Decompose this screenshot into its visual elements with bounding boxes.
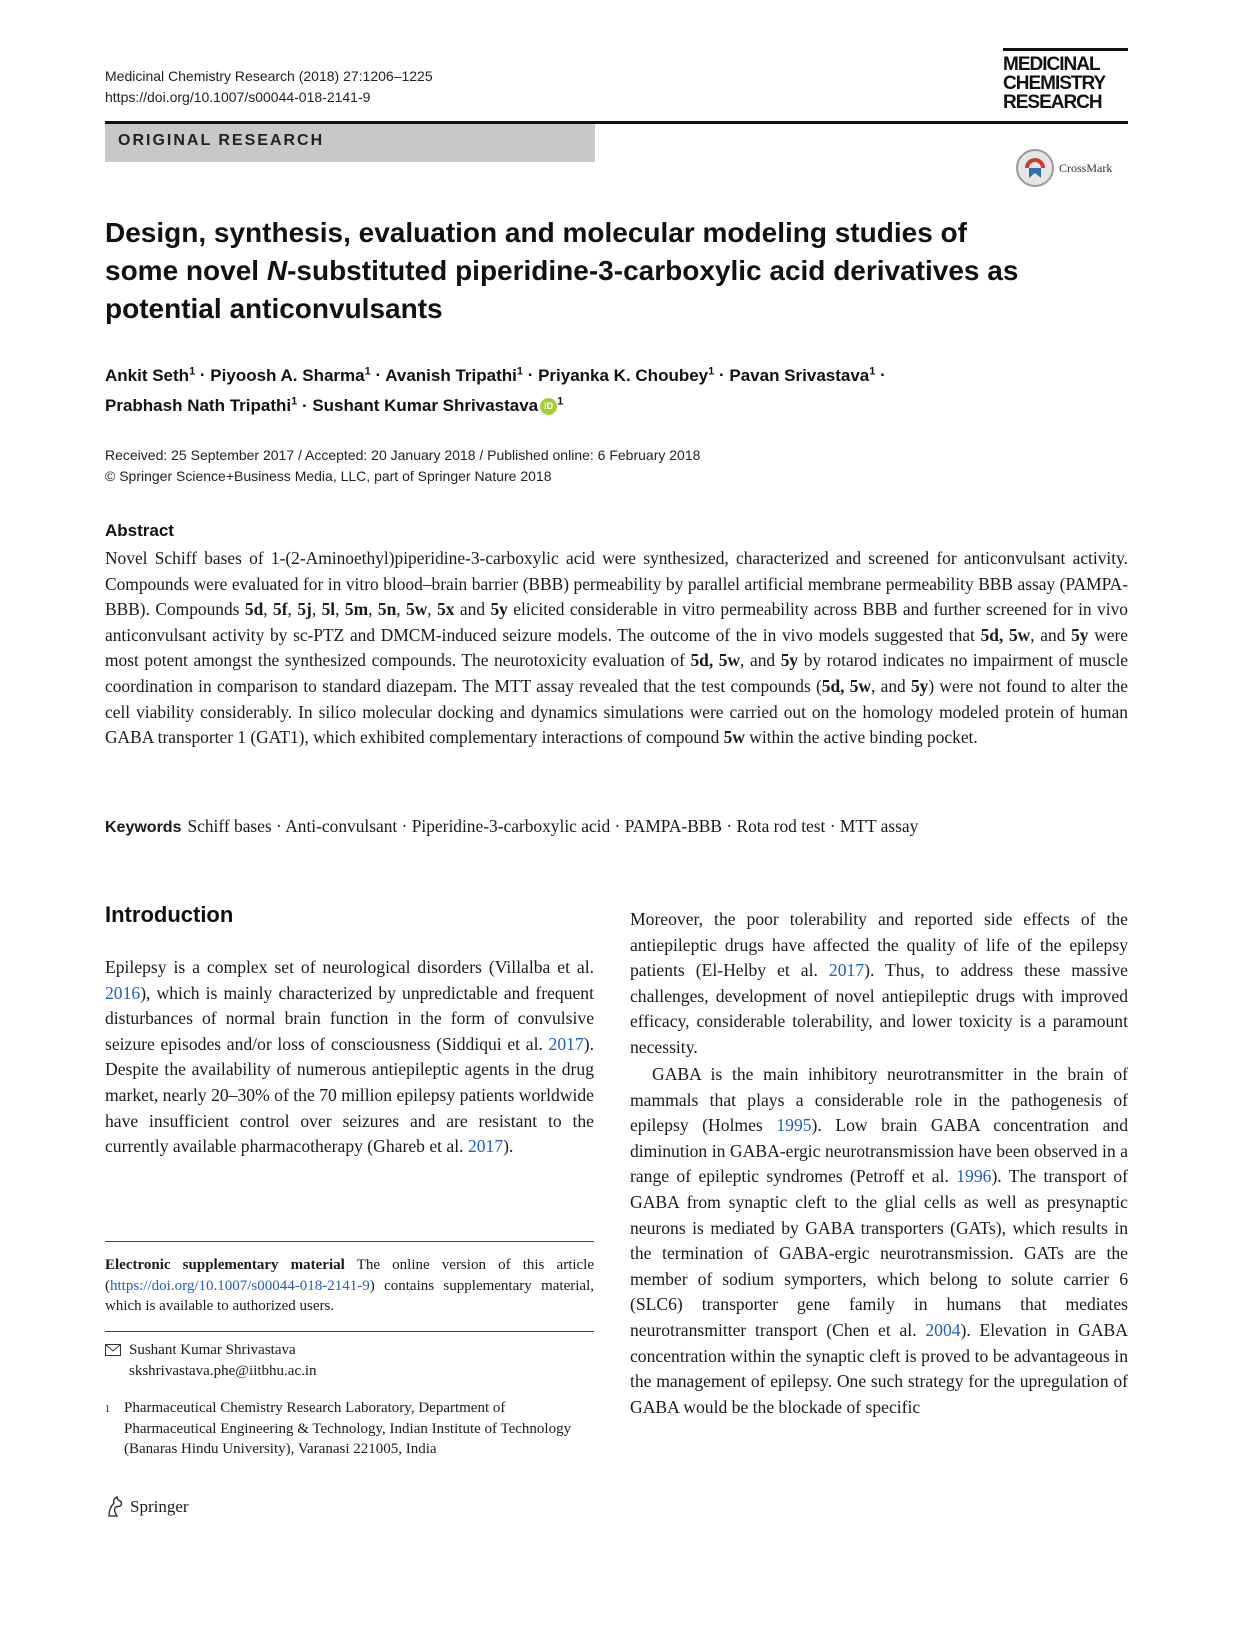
author[interactable]: Priyanka K. Choubey$^1$ <box>538 365 715 385</box>
author[interactable]: Pavan Srivastava$^1$ <box>729 365 876 385</box>
footnote-divider <box>105 1331 594 1332</box>
supplementary-link[interactable]: https://doi.org/10.1007/s00044-018-2141-9 <box>110 1277 370 1294</box>
author[interactable]: Sushant Kumar Shrivastava iD $^1$ <box>312 395 564 416</box>
author[interactable]: Prabhash Nath Tripathi$^1$ <box>105 395 298 416</box>
envelope-icon <box>105 1344 121 1356</box>
intro-paragraph-3: GABA is the main inhibitory neurotransmitter in the brain of mammals that plays a considerable role in the pathogenesis of epilepsy (Holmes 1995). Low brain GABA concentration and diminution in GABA-ergic neurotransmission have been observed in a range of epileptic syndromes (Petroff et al. 1996). The transport of GABA from synaptic cleft to the glial cells as well as presynaptic neurons is mediated by GABA transporters (GATs), which results in the termination of GABA-ergic neurotransmission. GATs are the member of sodium symporters, which belong to solute carrier 6 (SLC6) transporter gene family in humans that mediates neurotransmitter transport (Chen et al. 2004). Elevation in GABA concentration within the synaptic cleft is proved to be advantageous in the management of epilepsy. One such strategy for the upregulation of GABA would be the blockade of specific <box>630 1064 1129 1417</box>
citation-header <box>105 66 433 108</box>
keywords <box>105 814 1128 840</box>
publisher-name: Springer <box>130 1497 189 1516</box>
citation-link[interactable]: 2017 <box>828 960 865 981</box>
author[interactable]: Avanish Tripathi$^1$ <box>385 365 523 385</box>
crossmark-label: CrossMark <box>1059 160 1113 175</box>
abstract-heading: Abstract <box>105 521 174 540</box>
crossmark-icon <box>1015 148 1055 188</box>
keywords-list: Schiff bases · Anti-convulsant · Piperidine-3-carboxylic acid · PAMPA-BBB · Rota rod test · MTT assay <box>187 816 919 836</box>
journal-citation: Medicinal Chemistry Research (2018) 27:1206–1225 <box>105 68 433 84</box>
affiliation-text: Pharmaceutical Chemistry Research Laboratory, Department of Pharmaceutical Engineering & Technology, Indian Institute of Technology (Banaras Hindu University), Varanasi 221005, India <box>124 1400 572 1457</box>
citation-link[interactable]: 1996 <box>956 1166 992 1187</box>
section-band <box>105 124 595 162</box>
author[interactable]: Ankit Seth$^1$ <box>105 365 196 385</box>
author[interactable]: Piyoosh A. Sharma$^1$ <box>210 365 371 385</box>
footnote-divider <box>105 1241 594 1242</box>
citation-link[interactable]: 2004 <box>925 1319 961 1340</box>
corresponding-name: Sushant Kumar Shrivastava <box>129 1342 296 1358</box>
publisher-footer <box>105 1496 189 1518</box>
author-list: Ankit Seth$^1$ · Piyoosh A. Sharma$^1$ · Avanish Tripathi$^1$ · Priyanka K. Choubey$^1$ · Pavan Srivastava$^1$ · Prabhash Nath Tripathi$^1$ · Sushant Kumar Shrivastava iD $^1$ <box>105 365 886 416</box>
citation-link[interactable]: 2016 <box>105 982 141 1003</box>
springer-horse-icon <box>105 1496 125 1518</box>
crossmark-badge[interactable] <box>1015 148 1112 188</box>
intro-paragraph-2: Moreover, the poor tolerability and reported side effects of the antiepileptic drugs have affected the quality of life of the epilepsy patients (El-Helby et al. 2017). Thus, to address these massive challenges, development of novel antiepileptic drugs with improved efficacy, considerable tolerability, and lower toxicity is a paramount necessity. <box>630 909 1128 1057</box>
abstract-body: Novel Schiff bases of 1-(2-Aminoethyl)piperidine-3-carboxylic acid were synthesized, characterized and screened for anticonvulsant activity. Compounds were evaluated for in vitro blood–brain barrier (BBB) permeability by parallel artificial membrane permeability BBB assay (PAMPA-BBB). Compounds 5d, 5f, 5j, 5l, 5m, 5n, 5w, 5x and 5y elicited considerable in vitro permeability across BBB and further screened for in vivo anticonvulsant activity by sc-PTZ and DMCM-induced seizure models. The outcome of the in vivo models suggested that 5d, 5w, and 5y were most potent amongst the synthesized compounds. The neurotoxicity evaluation of 5d, 5w, and 5y by rotarod indicates no impairment of muscle coordination in comparison to standard diazepam. The MTT assay revealed that the test compounds (5d, 5w, and 5y) were not found to alter the cell viability considerably. In silico molecular docking and dynamics simulations were carried out on the homology modeled protein of human GABA transporter 1 (GAT1), which exhibited complementary interactions of compound 5w within the active binding pocket. <box>105 548 1128 748</box>
orcid-icon[interactable]: iD <box>540 398 557 415</box>
intro-paragraph-1: Epilepsy is a complex set of neurological disorders (Villalba et al. 2016), which is mainly characterized by unpredictable and frequent disturbances of normal brain function in the form of convulsive seizure episodes and/or loss of consciousness (Siddiqui et al. 2017). Despite the availability of numerous antiepileptic agents in the drug market, nearly 20–30% of the 70 million epilepsy patients worldwide have insufficient control over seizures and are resistant to the currently available pharmacotherapy (Ghareb et al. 2017). <box>105 957 594 1157</box>
section-heading-introduction: Introduction <box>105 902 234 927</box>
logo-line-1: MEDICINAL <box>1003 54 1100 75</box>
logo-line-2: CHEMISTRY <box>1003 73 1106 94</box>
keywords-heading: Keywords <box>105 819 182 836</box>
copyright: © Springer Science+Business Media, LLC, part of Springer Nature 2018 <box>105 468 552 484</box>
affiliation-number: 1 <box>105 1404 110 1415</box>
journal-logo <box>1003 48 1128 112</box>
supplementary-note: Electronic supplementary material The online version of this article (https://doi.org/10.1007/s00044-018-2141-9) contains supplementary material, which is available to authorized users. <box>105 1257 595 1314</box>
citation-link[interactable]: 2017 <box>548 1033 584 1054</box>
publication-dates <box>105 445 700 487</box>
logo-line-3: RESEARCH <box>1003 92 1102 113</box>
citation-link[interactable]: 2017 <box>467 1136 504 1157</box>
corresponding-author <box>105 1340 594 1382</box>
doi-link[interactable]: https://doi.org/10.1007/s00044-018-2141-9 <box>105 89 371 105</box>
paper-title: Design, synthesis, evaluation and molecular modeling studies of some novel N-substituted piperidine-3-carboxylic acid derivatives as potential anticonvulsants <box>105 217 1019 324</box>
section-label: ORIGINAL RESEARCH <box>118 132 325 149</box>
corresponding-email[interactable]: skshrivastava.phe@iitbhu.ac.in <box>129 1363 317 1379</box>
history-dates: Received: 25 September 2017 / Accepted: 20 January 2018 / Published online: 6 February 2018 <box>105 447 701 463</box>
affiliation <box>105 1398 594 1460</box>
citation-link[interactable]: 1995 <box>776 1115 812 1136</box>
